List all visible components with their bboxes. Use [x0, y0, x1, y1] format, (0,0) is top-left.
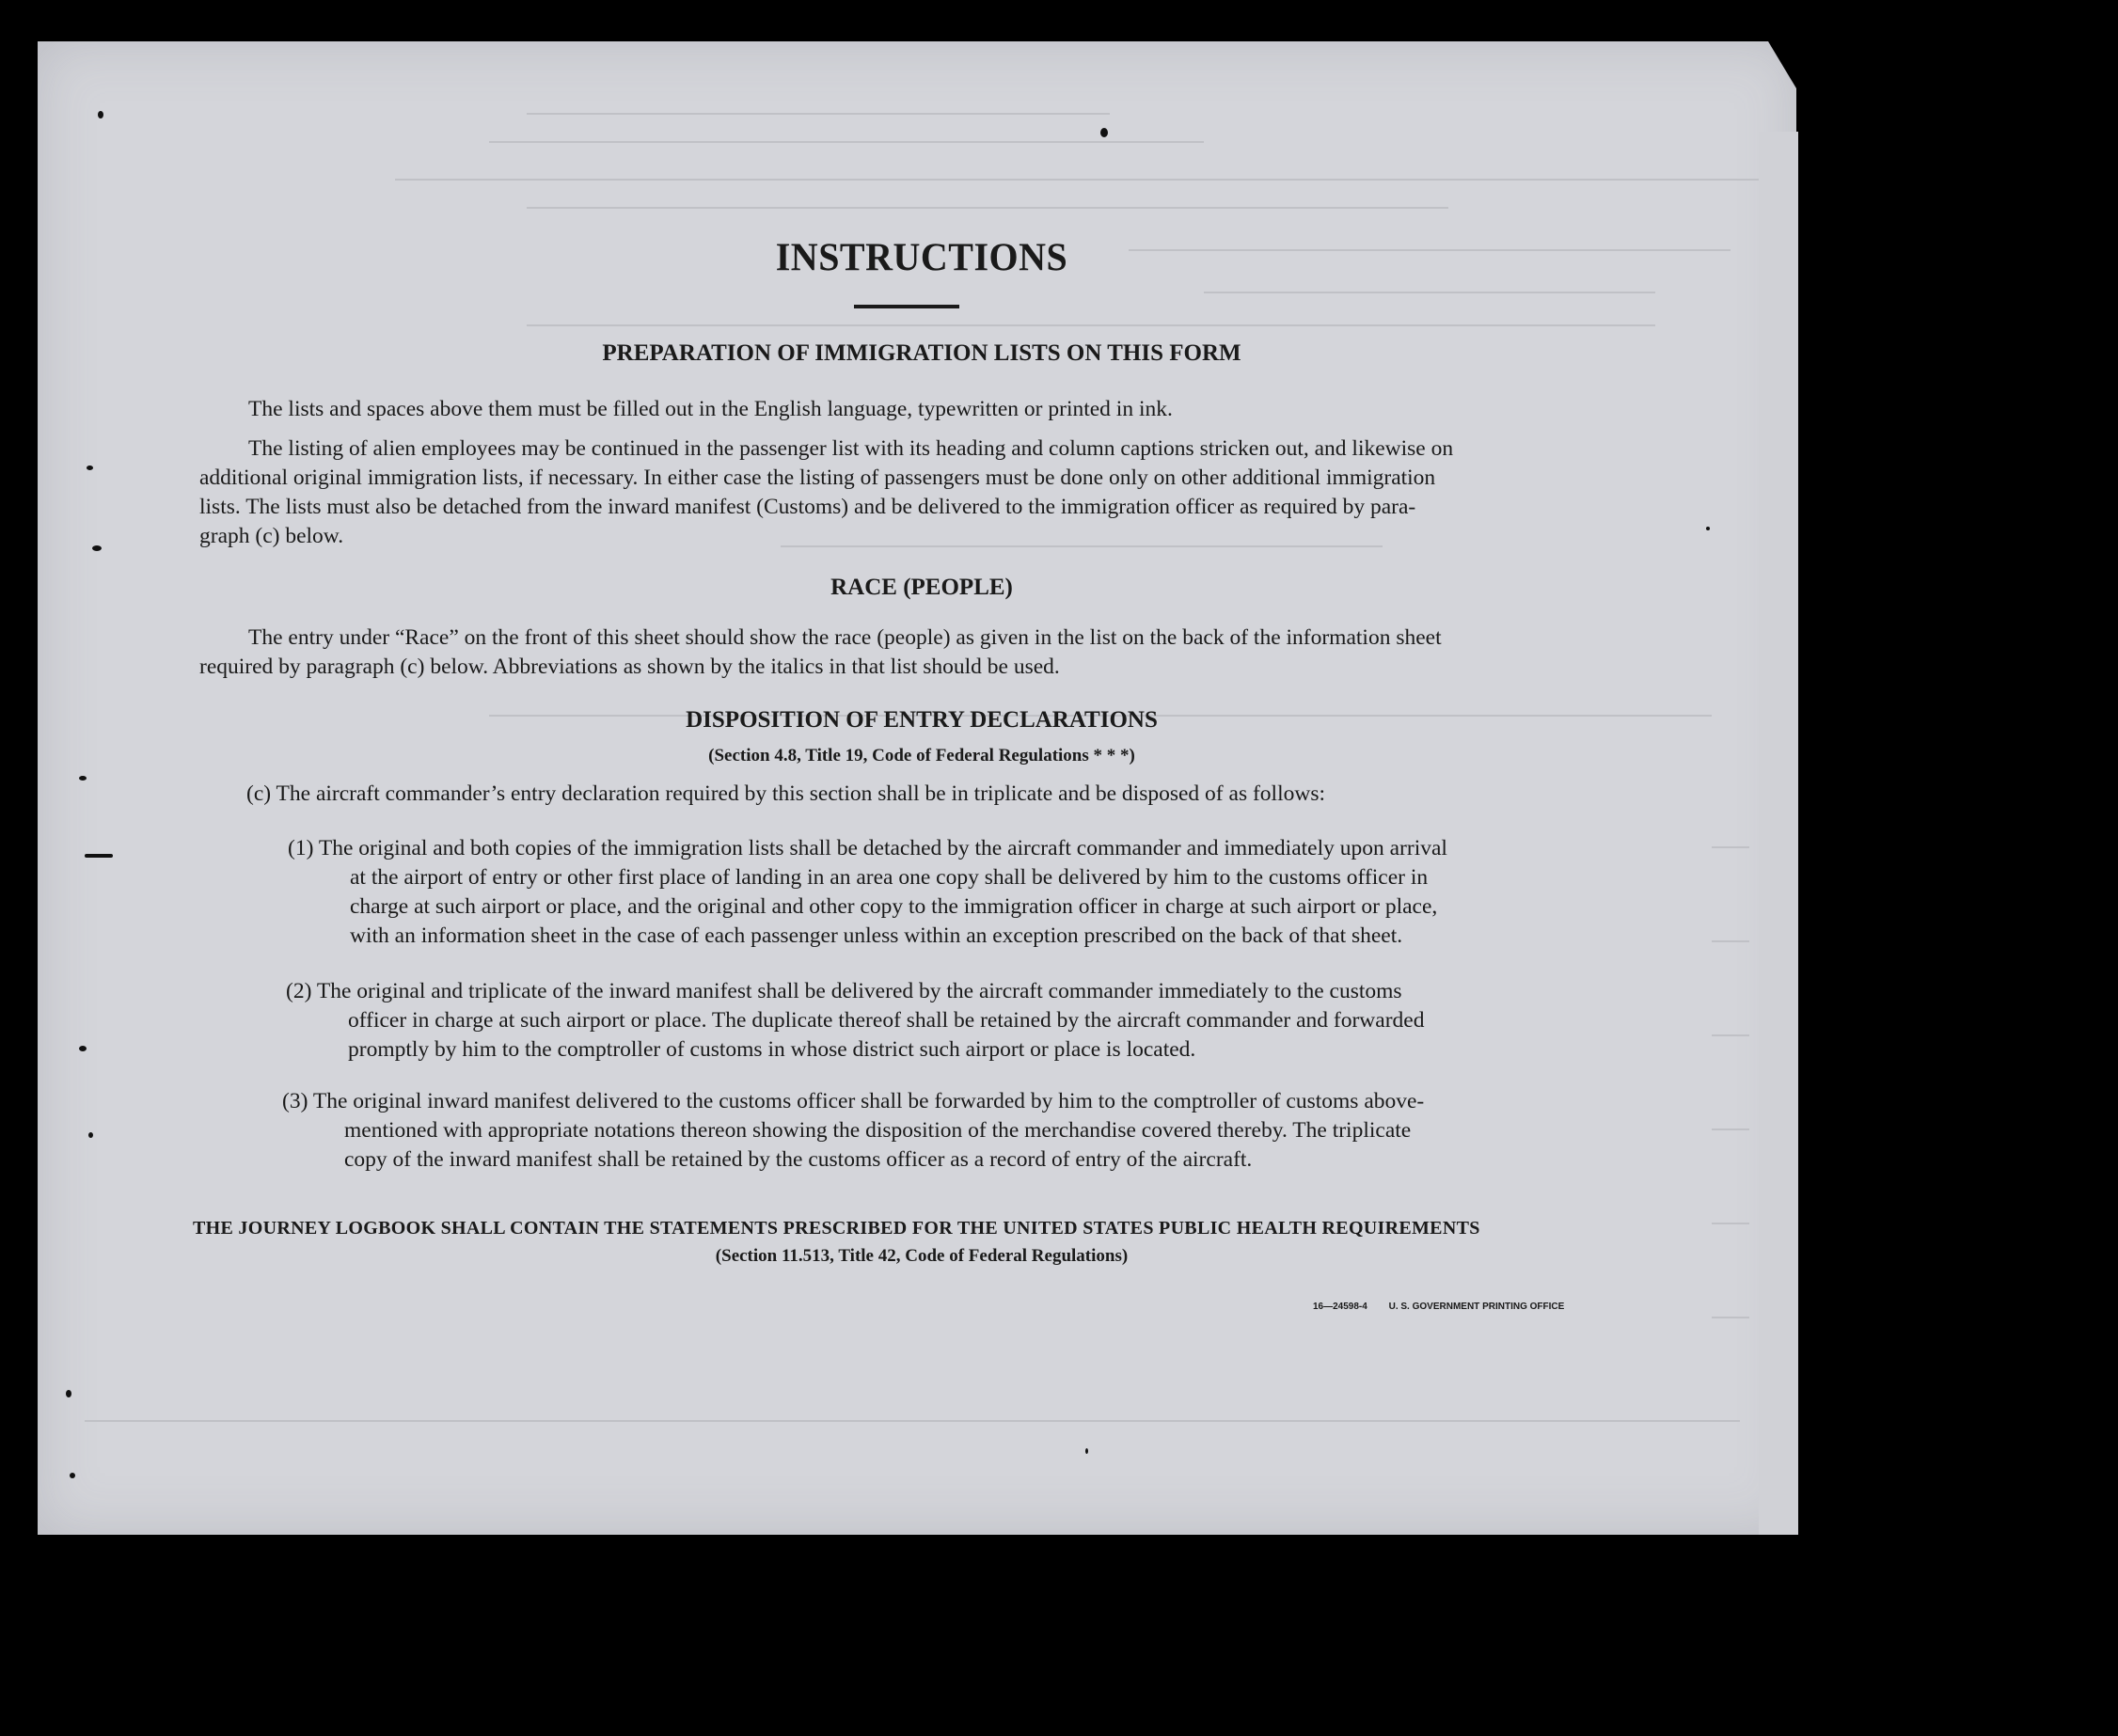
text-line: graph (c) below. — [199, 524, 344, 548]
text-line: The listing of alien employees may be continued in the passenger list with its heading and column captions stricken out, and likewise on — [248, 436, 1454, 461]
speck-mark — [79, 776, 87, 781]
section-heading-preparation: PREPARATION OF IMMIGRATION LISTS ON THIS FORM — [602, 340, 1241, 366]
speck-mark — [88, 1132, 93, 1138]
printer-imprint — [1313, 1302, 1583, 1312]
health-requirements-statement: THE JOURNEY LOGBOOK SHALL CONTAIN THE STATEMENTS PRESCRIBED FOR THE UNITED STATES PUBLIC HEALTH REQUIREMENTS — [193, 1218, 1480, 1239]
section-heading-race: RACE (PEOPLE) — [830, 575, 1013, 600]
health-requirements-citation: (Section 11.513, Title 42, Code of Federal Regulations) — [715, 1246, 1129, 1266]
paragraph-race — [199, 623, 1638, 682]
printer-name: U. S. GOVERNMENT PRINTING OFFICE — [1388, 1302, 1565, 1312]
text-line: (1) The original and both copies of the immigration lists shall be detached by the aircraft commander and immediately upon arrival — [288, 836, 1447, 860]
speck-mark — [79, 1046, 87, 1051]
speck-mark — [85, 854, 113, 858]
title-underline — [854, 305, 959, 308]
speck-mark — [98, 111, 103, 118]
speck-mark — [92, 545, 102, 551]
speck-mark — [1100, 128, 1108, 137]
speck-mark — [1706, 527, 1710, 530]
text-line: required by paragraph (c) below. Abbreviations as shown by the italics in that list should be used. — [199, 655, 1060, 679]
text-line: The entry under “Race” on the front of this sheet should show the race (people) as given in the list on the back of the information sheet — [248, 625, 1442, 650]
text-line: with an information sheet in the case of each passenger unless within an exception prescribed on the back of that sheet. — [350, 923, 1403, 948]
paragraph-disposition-intro — [246, 780, 1638, 809]
speck-mark — [70, 1473, 75, 1478]
list-item-2 — [286, 977, 1640, 1065]
text-line: at the airport of entry or other first place of landing in an area one copy shall be delivered by him to the customs officer in — [350, 865, 1429, 890]
form-number: 16—24598-4 — [1313, 1302, 1367, 1312]
text-line: charge at such airport or place, and the original and other copy to the immigration officer in charge at such airport or place, — [350, 894, 1438, 919]
paragraph-preparation-1 — [248, 395, 1640, 424]
text-line: additional original immigration lists, if necessary. In either case the listing of passengers must be done only on other additional immigration — [199, 466, 1436, 490]
text-line: promptly by him to the comptroller of customs in whose district such airport or place is located. — [348, 1037, 1196, 1062]
list-item-3 — [282, 1087, 1636, 1175]
text-line: The lists and spaces above them must be filled out in the English language, typewritten or printed in ink. — [248, 397, 1173, 421]
section-heading-disposition: DISPOSITION OF ENTRY DECLARATIONS — [686, 707, 1158, 733]
list-item-1 — [288, 834, 1642, 951]
text-line: (c) The aircraft commander’s entry declaration required by this section shall be in triplicate and be disposed of as follows: — [246, 781, 1325, 806]
speck-mark — [1085, 1448, 1088, 1454]
text-line: (3) The original inward manifest delivered to the customs officer shall be forwarded by him to the comptroller of customs above- — [282, 1089, 1425, 1113]
speck-mark — [66, 1390, 71, 1397]
disposition-citation: (Section 4.8, Title 19, Code of Federal Regulations * * *) — [708, 746, 1135, 765]
text-line: (2) The original and triplicate of the inward manifest shall be delivered by the aircraft commander immediately to the customs — [286, 979, 1402, 1003]
paragraph-preparation-2 — [199, 434, 1638, 551]
text-line: copy of the inward manifest shall be retained by the customs officer as a record of entry of the aircraft. — [344, 1147, 1253, 1172]
speck-mark — [87, 466, 93, 470]
page-title: INSTRUCTIONS — [775, 234, 1068, 280]
text-line: lists. The lists must also be detached from the inward manifest (Customs) and be delivered to the immigration officer as required by para- — [199, 495, 1416, 519]
text-line: officer in charge at such airport or place. The duplicate thereof shall be retained by the aircraft commander and forwarded — [348, 1008, 1425, 1033]
text-line: mentioned with appropriate notations thereon showing the disposition of the merchandise covered thereby. The triplicate — [344, 1118, 1412, 1143]
